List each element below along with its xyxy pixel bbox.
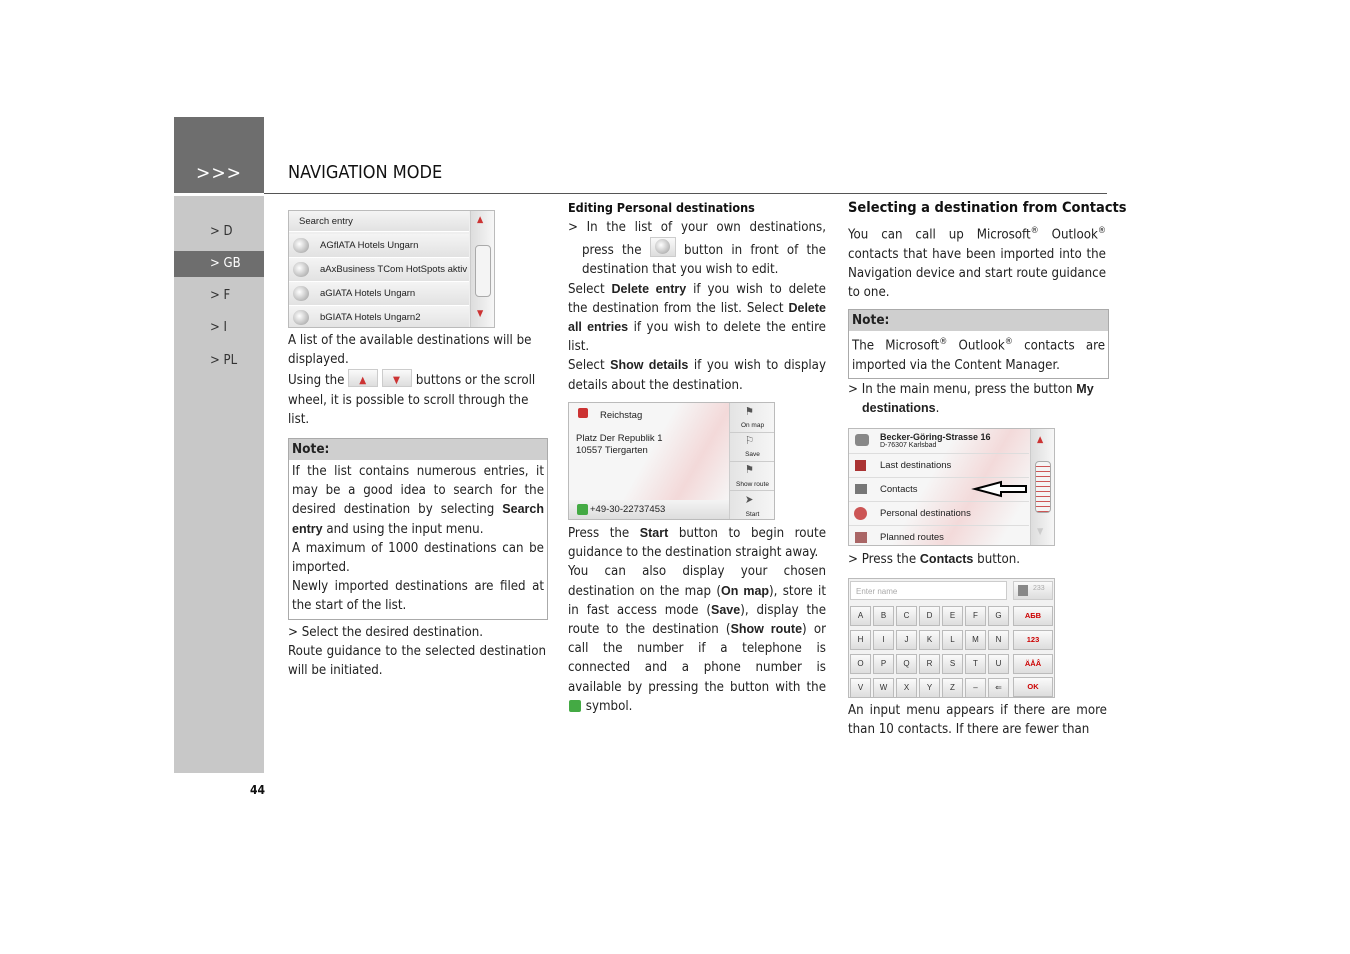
key-j[interactable]: J — [896, 630, 917, 650]
key-w[interactable]: W — [873, 678, 894, 698]
key-q[interactable]: Q — [896, 654, 917, 674]
key-t[interactable]: T — [965, 654, 986, 674]
phone-row[interactable] — [569, 500, 729, 519]
col1-text-2: > Select the desired destination. Route guidance to the selected destination will be initiated. — [288, 625, 546, 679]
key-b[interactable]: B — [873, 606, 894, 626]
destination-details-screen — [568, 402, 775, 520]
editing-heading: Editing Personal destinations — [568, 200, 755, 215]
scrollbar[interactable] — [470, 211, 495, 327]
save-icon: ⚐ — [745, 434, 754, 447]
scroll-up-icon: ▲ — [1037, 435, 1044, 445]
contacts-heading: Selecting a destination from Contacts — [848, 200, 1127, 216]
key-g[interactable]: G — [988, 606, 1009, 626]
key-s[interactable]: S — [942, 654, 963, 674]
list-item[interactable]: AGflATA Hotels Ungarn — [289, 234, 469, 258]
key-r[interactable]: R — [919, 654, 940, 674]
list-item[interactable]: aAxBusiness TCom HotSpots aktiv — [289, 258, 469, 282]
page-title: NAVIGATION MODE — [288, 162, 443, 183]
numeric-key[interactable]: 123 — [1013, 630, 1053, 650]
last-destinations-button[interactable]: Last destinations — [849, 453, 1029, 478]
key-y[interactable]: Y — [919, 678, 940, 698]
contacts-icon — [1018, 585, 1028, 596]
phone-number: +49-30-22737453 — [590, 504, 666, 515]
key-d[interactable]: D — [919, 606, 940, 626]
scroll-thumb — [1035, 461, 1051, 513]
key-v[interactable]: V — [850, 678, 871, 698]
key-k[interactable]: K — [919, 630, 940, 650]
address-line-2: 10557 Tiergarten — [576, 445, 648, 456]
key-z[interactable]: Z — [942, 678, 963, 698]
edit-destination-button[interactable] — [650, 237, 676, 257]
poi-icon — [578, 408, 588, 418]
scroll-down-icon[interactable]: ▼ — [477, 309, 484, 319]
note-box-2: Note: The Microsoft® Outlook® contacts are imported via the Content Manager. — [848, 309, 1109, 379]
destination-list-screen — [288, 210, 495, 328]
history-icon — [855, 460, 866, 471]
contacts-input-screen — [848, 578, 1055, 698]
lang-tab-gb[interactable]: > GB — [174, 251, 264, 277]
arrow-down-button[interactable] — [382, 369, 412, 387]
list-item[interactable]: aGIATA Hotels Ungarn — [289, 282, 469, 306]
lang-tab-d[interactable]: > D — [210, 224, 233, 239]
note-heading: Note: — [289, 439, 547, 460]
search-entry-row[interactable]: Search entry — [289, 211, 469, 232]
arrow-down-icon: ▼ — [393, 375, 400, 387]
address-line-1: Platz Der Republik 1 — [576, 433, 663, 444]
ok-key[interactable]: OK — [1013, 677, 1053, 697]
key-u[interactable]: U — [988, 654, 1009, 674]
scrollbar[interactable] — [1030, 429, 1055, 545]
on-map-button[interactable]: ⚑ On map — [730, 403, 775, 433]
col3-text-3: > Press the Contacts button. — [848, 552, 1021, 567]
key-dash[interactable]: – — [965, 678, 986, 698]
scroll-thumb[interactable] — [475, 245, 491, 297]
col3-text-2: > In the main menu, press the button My destinations. — [848, 382, 1094, 417]
route-planner-icon — [855, 532, 867, 543]
scroll-down-icon: ▼ — [1037, 527, 1044, 537]
destination-name: Reichstag — [600, 410, 643, 421]
show-route-button[interactable]: ⚑ Show route — [730, 462, 775, 491]
note-heading: Note: — [849, 310, 1108, 331]
contacts-icon — [855, 484, 867, 494]
pointer-arrow-icon — [971, 480, 1027, 498]
key-m[interactable]: M — [965, 630, 986, 650]
contact-count-button[interactable]: 233 — [1013, 581, 1053, 600]
list-item[interactable]: bGIATA Hotels Ungarn2 — [289, 306, 469, 328]
start-button[interactable]: ➤ Start — [745, 493, 760, 518]
contacts-button[interactable]: Contacts — [849, 477, 1029, 502]
col3-text-4: An input menu appears if there are more than 10 contacts. If there are fewer than — [848, 703, 1107, 738]
my-destinations-screen — [848, 428, 1055, 546]
lang-tab-i[interactable]: > I — [210, 320, 227, 335]
key-f[interactable]: F — [965, 606, 986, 626]
destination-icon — [293, 238, 309, 253]
destination-icon — [655, 239, 670, 254]
page-number: 44 — [250, 783, 266, 797]
cyrillic-key[interactable]: АБВ — [1013, 606, 1053, 626]
col3-text-1: You can call up Microsoft® Outlook® contacts that have been imported into the Navigation device and start route guidance to one. — [848, 226, 1106, 300]
arrow-up-icon: ▲ — [359, 375, 367, 387]
note-box-1: Note: If the list contains numerous entries, it may be a good idea to search for the desired destination by selecting Search entry and using the input menu. A maximum of 1000 destinations can be imported. Newly imported destinations are filed at the start of the list. — [288, 438, 548, 620]
start-icon: ➤ — [745, 493, 754, 506]
language-sidebar — [174, 196, 264, 773]
key-a[interactable]: A — [850, 606, 871, 626]
phone-symbol-icon — [569, 700, 581, 712]
col2-text-2: Press the Start button to begin route guidance to the destination straight away. You can also display your chosen destination on the map (On map), store it in fast access mode (Save), display the route to the destination (Show route) or call the number if a telephone is connected and a phone number is available by pressing the button with the symbol. — [568, 526, 826, 714]
key-c[interactable]: C — [896, 606, 917, 626]
scroll-up-icon[interactable]: ▲ — [477, 215, 484, 225]
personal-icon — [854, 507, 867, 520]
key-h[interactable]: H — [850, 630, 871, 650]
key-x[interactable]: X — [896, 678, 917, 698]
personal-destinations-button[interactable]: Personal destinations — [849, 501, 1029, 526]
destination-icon — [293, 286, 309, 301]
accents-key[interactable]: ÄÅÂ — [1013, 654, 1053, 674]
lang-tab-f[interactable]: > F — [210, 288, 231, 303]
save-button[interactable]: ⚐ Save — [730, 433, 775, 462]
planned-routes-button[interactable]: Planned routes — [849, 525, 1029, 546]
key-e[interactable]: E — [942, 606, 963, 626]
col2-text-1: > In the list of your own destinations, press the button in front of the destination that you wish to edit. Select Delete entry if you wish to delete the destination from the list. Select Delete all entries if you wish to delete the entire list. Select Show details if you wish to display details about the destination. — [568, 220, 826, 393]
key-n[interactable]: N — [988, 630, 1009, 650]
arrow-up-button[interactable] — [348, 369, 378, 387]
phone-icon — [577, 504, 588, 515]
col1-text-1: A list of the available destinations will be displayed. Using the ▲ ▼ buttons or the scroll wheel, it is possible to scroll through the list. — [288, 333, 536, 427]
destination-icon — [293, 310, 309, 325]
home-icon — [855, 434, 869, 446]
name-input[interactable]: Enter name — [850, 581, 1007, 600]
key-i[interactable]: I — [873, 630, 894, 650]
key-backspace[interactable]: ⇐ — [988, 678, 1009, 698]
destination-icon — [293, 262, 309, 277]
map-icon: ⚑ — [745, 405, 754, 418]
header-rule — [264, 193, 1107, 194]
key-p[interactable]: P — [873, 654, 894, 674]
key-o[interactable]: O — [850, 654, 871, 674]
lang-tab-pl[interactable]: > PL — [210, 353, 238, 368]
route-icon: ⚑ — [745, 463, 754, 476]
header-arrows: >>> — [196, 162, 242, 184]
current-address-row[interactable]: Becker-Göring-Strasse 16 D-76307 Karlsbad — [849, 429, 1029, 452]
key-l[interactable]: L — [942, 630, 963, 650]
